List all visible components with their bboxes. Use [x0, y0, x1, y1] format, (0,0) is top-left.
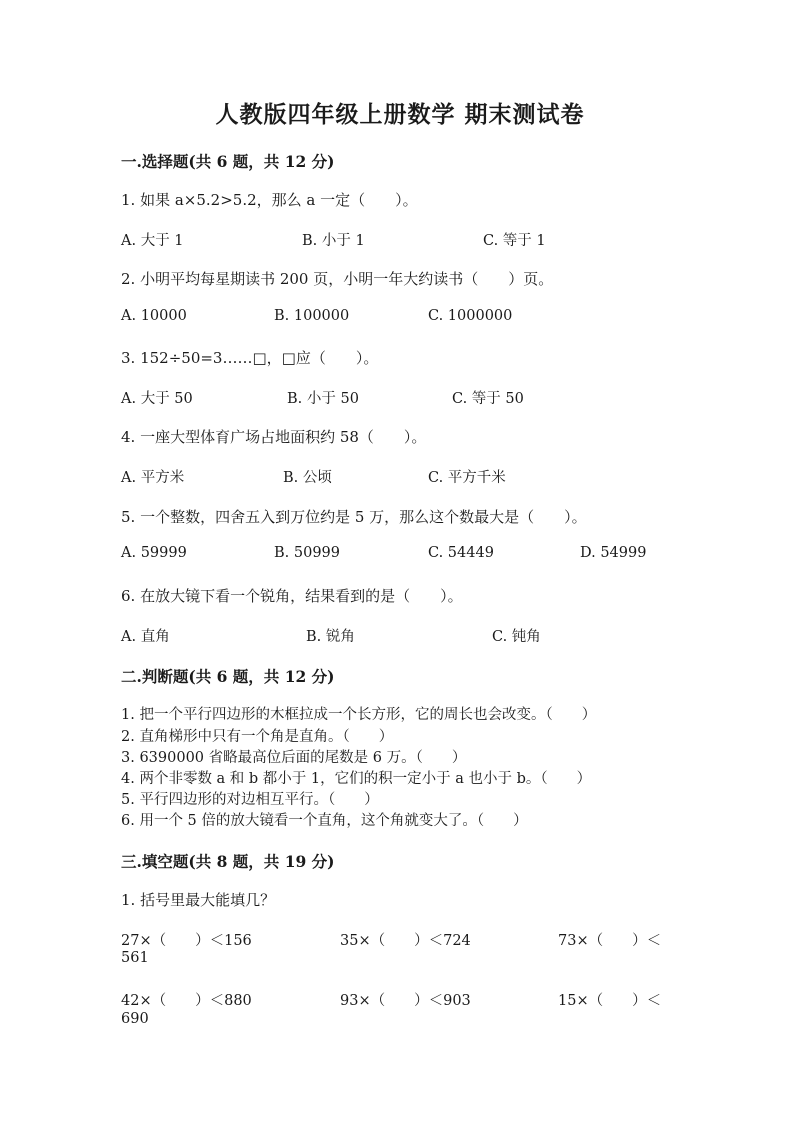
- section-heading-fill: 三.填空题(共 8 题，共 19 分): [121, 852, 335, 871]
- fill-expression: 35×（ ）＜724: [340, 933, 471, 949]
- option-c: C. 钝角: [492, 629, 541, 645]
- question-text: 1. 如果 a×5.2>5.2，那么 a 一定（ ）。: [121, 191, 418, 209]
- option-a: A. 10000: [121, 308, 187, 324]
- question-text: 1. 括号里最大能填几？: [121, 891, 276, 909]
- judge-item: 5. 平行四边形的对边相互平行。（ ）: [121, 792, 379, 808]
- judge-item: 3. 6390000 省略最高位后面的尾数是 6 万。（ ）: [121, 750, 467, 766]
- option-b: B. 小于 50: [287, 391, 359, 407]
- page-title: 人教版四年级上册数学 期末测试卷: [215, 101, 585, 128]
- fill-expression: 42×（ ）＜880: [121, 993, 252, 1009]
- question-text: 2. 小明平均每星期读书 200 页，小明一年大约读书（ ）页。: [121, 270, 554, 288]
- option-a: A. 59999: [121, 545, 187, 561]
- option-a: A. 直角: [121, 629, 170, 645]
- option-b: B. 小于 1: [302, 233, 365, 249]
- option-d: D. 54999: [580, 545, 647, 561]
- question-text: 4. 一座大型体育广场占地面积约 58（ ）。: [121, 428, 427, 446]
- option-a: A. 平方米: [121, 470, 185, 486]
- option-c: C. 等于 1: [483, 233, 546, 249]
- section-heading-choice: 一.选择题(共 6 题，共 12 分): [121, 152, 335, 171]
- option-b: B. 100000: [274, 308, 350, 324]
- option-c: C. 54449: [428, 545, 494, 561]
- fill-expression: 93×（ ）＜903: [340, 993, 471, 1009]
- option-a: A. 大于 50: [121, 391, 193, 407]
- question-text: 3. 152÷50=3……□，□应（ ）。: [121, 349, 379, 367]
- fill-expression: 15×（ ）＜: [558, 993, 662, 1009]
- judge-item: 1. 把一个平行四边形的木框拉成一个长方形，它的周长也会改变。（ ）: [121, 707, 597, 723]
- judge-item: 6. 用一个 5 倍的放大镜看一个直角，这个角就变大了。（ ）: [121, 813, 528, 829]
- fill-expression-wrap: 690: [121, 1011, 149, 1027]
- option-a: A. 大于 1: [121, 233, 184, 249]
- option-c: C. 等于 50: [452, 391, 524, 407]
- option-b: B. 公顷: [283, 470, 332, 486]
- fill-expression: 27×（ ）＜156: [121, 933, 252, 949]
- section-heading-judge: 二.判断题(共 6 题，共 12 分): [121, 667, 335, 686]
- question-text: 6. 在放大镜下看一个锐角，结果看到的是（ ）。: [121, 587, 463, 605]
- question-text: 5. 一个整数，四舍五入到万位约是 5 万，那么这个数最大是（ ）。: [121, 508, 587, 526]
- fill-expression: 73×（ ）＜: [558, 933, 662, 949]
- judge-item: 2. 直角梯形中只有一个角是直角。（ ）: [121, 729, 394, 745]
- fill-expression-wrap: 561: [121, 950, 149, 966]
- option-b: B. 锐角: [306, 629, 355, 645]
- judge-item: 4. 两个非零数 a 和 b 都小于 1，它们的积一定小于 a 也小于 b。（ ）: [121, 771, 592, 787]
- option-b: B. 50999: [274, 545, 341, 561]
- option-c: C. 平方千米: [428, 470, 506, 486]
- option-c: C. 1000000: [428, 308, 513, 324]
